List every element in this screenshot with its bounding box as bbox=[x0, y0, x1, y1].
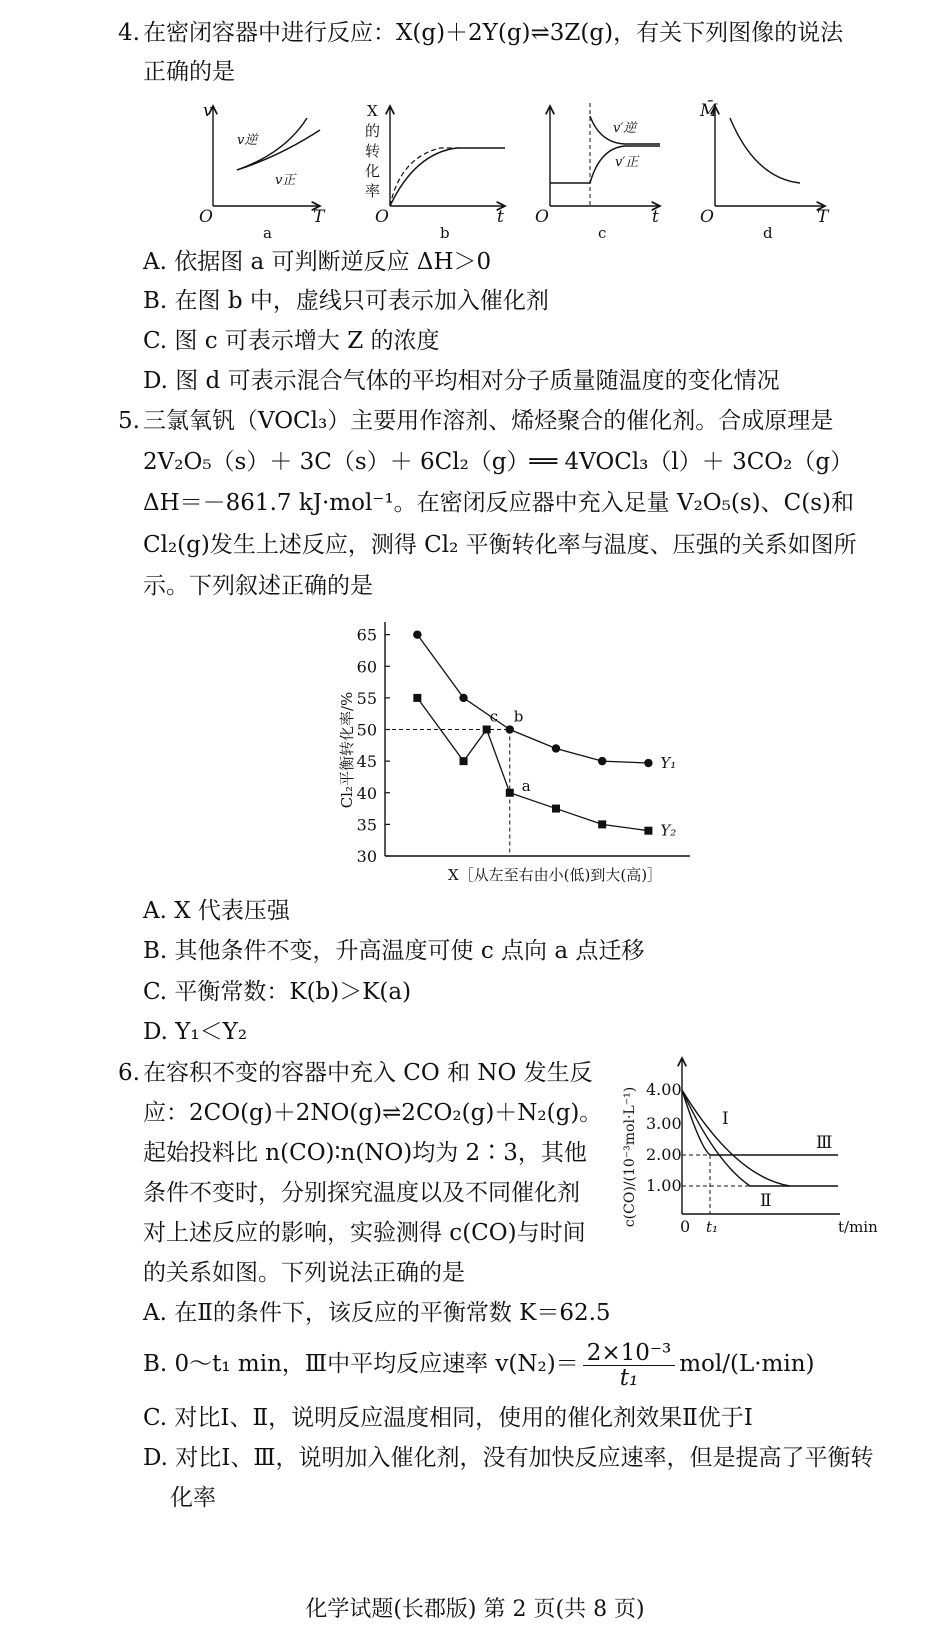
series-y2-point bbox=[460, 757, 468, 765]
q6-graph bbox=[610, 1052, 900, 1242]
graph-a-label1: v逆 bbox=[237, 133, 258, 148]
q6-origin: 0 bbox=[680, 1217, 691, 1236]
q4-option-c: C. 图 c 可表示增大 Z 的浓度 bbox=[143, 328, 440, 354]
q6-stem-line3: 起始投料比 n(CO)∶n(NO)均为 2∶3，其他 bbox=[143, 1140, 587, 1166]
graph-c bbox=[535, 103, 660, 242]
q6-number: 6. bbox=[118, 1060, 140, 1086]
q6-fraction-numerator: 2×10⁻³ bbox=[583, 1341, 676, 1366]
series-line-1 bbox=[417, 635, 648, 763]
graph-a-x-label: T bbox=[313, 207, 325, 227]
chart-y-tick-label: 65 bbox=[356, 625, 377, 645]
q6-ytick-4: 4.00 bbox=[646, 1080, 682, 1099]
q6-option-b-fraction bbox=[583, 1341, 676, 1390]
q6-y-label: c(CO)/(10⁻³mol·L⁻¹) bbox=[622, 1086, 638, 1228]
q6-stem-line1: 在容积不变的容器中充入 CO 和 NO 发生反 bbox=[143, 1060, 593, 1086]
graph-a-label2: v正 bbox=[275, 173, 296, 188]
series-y1-point bbox=[598, 757, 606, 765]
graph-d-origin: O bbox=[700, 207, 714, 227]
q5-stem-line5: 示。下列叙述正确的是 bbox=[143, 573, 373, 599]
graph-c-caption: c bbox=[598, 224, 607, 242]
q6-stem-line5: 对上述反应的影响，实验测得 c(CO)与时间 bbox=[143, 1220, 586, 1246]
graph-a-caption: a bbox=[263, 224, 272, 242]
chart-y-tick-label: 55 bbox=[356, 688, 377, 708]
q6-option-b bbox=[143, 1340, 815, 1390]
graph-d-caption: d bbox=[763, 224, 773, 242]
series-y2-point bbox=[644, 827, 652, 835]
page-footer: 化学试题(长郡版) 第 2 页(共 8 页) bbox=[305, 1597, 645, 1622]
q6-x-label: t/min bbox=[838, 1218, 878, 1236]
graph-d-x-label: T bbox=[817, 207, 829, 227]
q5-option-d: D. Y₁＜Y₂ bbox=[143, 1019, 248, 1045]
graph-c-x-label: t bbox=[652, 207, 659, 227]
graph-b-y3: 转 bbox=[365, 142, 381, 160]
series-y2-point bbox=[506, 789, 514, 797]
q6-stem-line4: 条件不变时，分别探究温度以及不同催化剂 bbox=[143, 1180, 580, 1206]
q6-t1: t₁ bbox=[706, 1218, 719, 1236]
q5-stem-line1: 三氯氧钒（VOCl₃）主要用作溶剂、烯烃聚合的催化剂。合成原理是 bbox=[143, 408, 834, 434]
graph-b-x-label: t bbox=[497, 207, 504, 227]
series-label-1: Y₁ bbox=[660, 754, 677, 773]
series-y2-point bbox=[413, 694, 421, 702]
series-y1-point bbox=[413, 630, 421, 638]
q4-number: 4. bbox=[118, 20, 140, 46]
series-label-2: Y₂ bbox=[660, 821, 677, 840]
series-y1-point bbox=[506, 725, 514, 733]
graph-c-label1: v′逆 bbox=[613, 121, 637, 136]
chart-y-tick-label: 50 bbox=[356, 720, 377, 740]
curve-mean-mass bbox=[730, 118, 800, 183]
q6-curve-label-3: Ⅲ bbox=[816, 1133, 833, 1153]
graph-b-y5: 率 bbox=[365, 182, 381, 200]
chart-y-tick-label: 45 bbox=[356, 752, 377, 772]
graph-a-y-label: v bbox=[203, 101, 213, 121]
q5-option-b: B. 其他条件不变，升高温度可使 c 点向 a 点迁移 bbox=[143, 938, 645, 964]
series-y1-point bbox=[459, 694, 467, 702]
graph-b-caption: b bbox=[440, 224, 450, 242]
q6-stem-line6: 的关系如图。下列说法正确的是 bbox=[143, 1260, 465, 1286]
q4-stem-line2: 正确的是 bbox=[143, 59, 235, 85]
graph-b-y2: 的 bbox=[365, 122, 381, 140]
q6-fraction-denominator: t₁ bbox=[619, 1364, 639, 1391]
q4-option-b: B. 在图 b 中，虚线只可表示加入催化剂 bbox=[143, 288, 549, 314]
q6-option-d-line2: 化率 bbox=[170, 1485, 216, 1511]
graph-a-origin: O bbox=[199, 207, 213, 227]
graph-d-y-label: M̄ bbox=[700, 101, 718, 121]
chart-y-tick-label: 60 bbox=[356, 657, 377, 677]
chart-point-a-label: a bbox=[521, 776, 531, 795]
graph-c-origin: O bbox=[535, 207, 549, 227]
q5-option-c: C. 平衡常数：K(b)＞K(a) bbox=[143, 979, 412, 1005]
chart-y-tick-label: 30 bbox=[356, 847, 377, 866]
q6-option-b-prefix: B. 0～t₁ min，Ⅲ中平均反应速率 v(N₂)＝ bbox=[143, 1351, 579, 1377]
series-line-2 bbox=[417, 698, 648, 831]
q6-ytick-1: 1.00 bbox=[646, 1176, 682, 1195]
chart-point-b-label: b bbox=[513, 707, 524, 726]
q5-chart bbox=[330, 610, 730, 895]
series-y2-point bbox=[598, 820, 606, 828]
graph-a bbox=[199, 101, 326, 242]
q5-stem-line3: ΔH＝－861.7 kJ·mol⁻¹。在密闭反应器中充入足量 V₂O₅(s)、C(s)和 bbox=[143, 490, 854, 516]
chart-point-c-label: c bbox=[489, 707, 499, 726]
q5-number: 5. bbox=[118, 408, 140, 434]
chart-y-tick-label: 35 bbox=[356, 815, 377, 835]
q6-curve-label-1: Ⅰ bbox=[722, 1109, 729, 1129]
q6-ytick-2: 2.00 bbox=[646, 1145, 682, 1164]
q6-ytick-3: 3.00 bbox=[646, 1114, 682, 1133]
q4-option-d: D. 图 d 可表示混合气体的平均相对分子质量随温度的变化情况 bbox=[143, 368, 780, 394]
graph-b-origin: O bbox=[375, 207, 389, 227]
q5-stem-line4: Cl₂(g)发生上述反应，测得 Cl₂ 平衡转化率与温度、压强的关系如图所 bbox=[143, 532, 857, 558]
series-y1-point bbox=[644, 759, 652, 767]
q6-stem-line2: 应：2CO(g)＋2NO(g)⇌2CO₂(g)＋N₂(g)。 bbox=[143, 1100, 603, 1126]
series-y2-point bbox=[552, 805, 560, 813]
graph-b-y4: 化 bbox=[365, 162, 381, 180]
q6-curve-label-2: Ⅱ bbox=[760, 1191, 772, 1211]
q5-stem-line2: 2V₂O₅（s）＋ 3C（s）＋ 6Cl₂（g）══ 4VOCl₃（l）＋ 3CO₂（g） bbox=[143, 449, 854, 475]
curve-dashed bbox=[390, 148, 457, 206]
chart-y-label: Cl₂平衡转化率/% bbox=[338, 691, 356, 809]
point-c-marker bbox=[483, 726, 491, 734]
q6-option-a: A. 在Ⅱ的条件下，该反应的平衡常数 K＝62.5 bbox=[143, 1300, 611, 1326]
q6-option-d-line1: D. 对比Ⅰ、Ⅲ，说明加入催化剂，没有加快反应速率，但是提高了平衡转 bbox=[143, 1445, 874, 1471]
chart-y-tick-label: 40 bbox=[356, 783, 377, 803]
graph-b-y1: X bbox=[367, 102, 378, 120]
q6-option-b-unit: mol/(L·min) bbox=[679, 1351, 815, 1377]
q5-option-a: A. X 代表压强 bbox=[143, 898, 290, 924]
curve-III bbox=[682, 1090, 838, 1155]
q4-stem-line1: 在密闭容器中进行反应：X(g)＋2Y(g)⇌3Z(g)，有关下列图像的说法 bbox=[143, 20, 844, 46]
chart-x-label: X［从左至右由小(低)到大(高)］ bbox=[447, 866, 663, 884]
graph-b bbox=[365, 102, 505, 242]
curve-II bbox=[682, 1090, 790, 1186]
series-y1-point bbox=[552, 744, 560, 752]
graph-d bbox=[699, 99, 830, 242]
q4-graphs bbox=[195, 98, 845, 248]
q4-option-a: A. 依据图 a 可判断逆反应 ΔH＞0 bbox=[143, 249, 492, 275]
graph-c-label2: v′正 bbox=[615, 155, 639, 170]
curve-I bbox=[682, 1090, 838, 1186]
q6-option-c: C. 对比Ⅰ、Ⅱ，说明反应温度相同，使用的催化剂效果Ⅱ优于Ⅰ bbox=[143, 1405, 753, 1431]
curve-solid bbox=[390, 148, 505, 206]
